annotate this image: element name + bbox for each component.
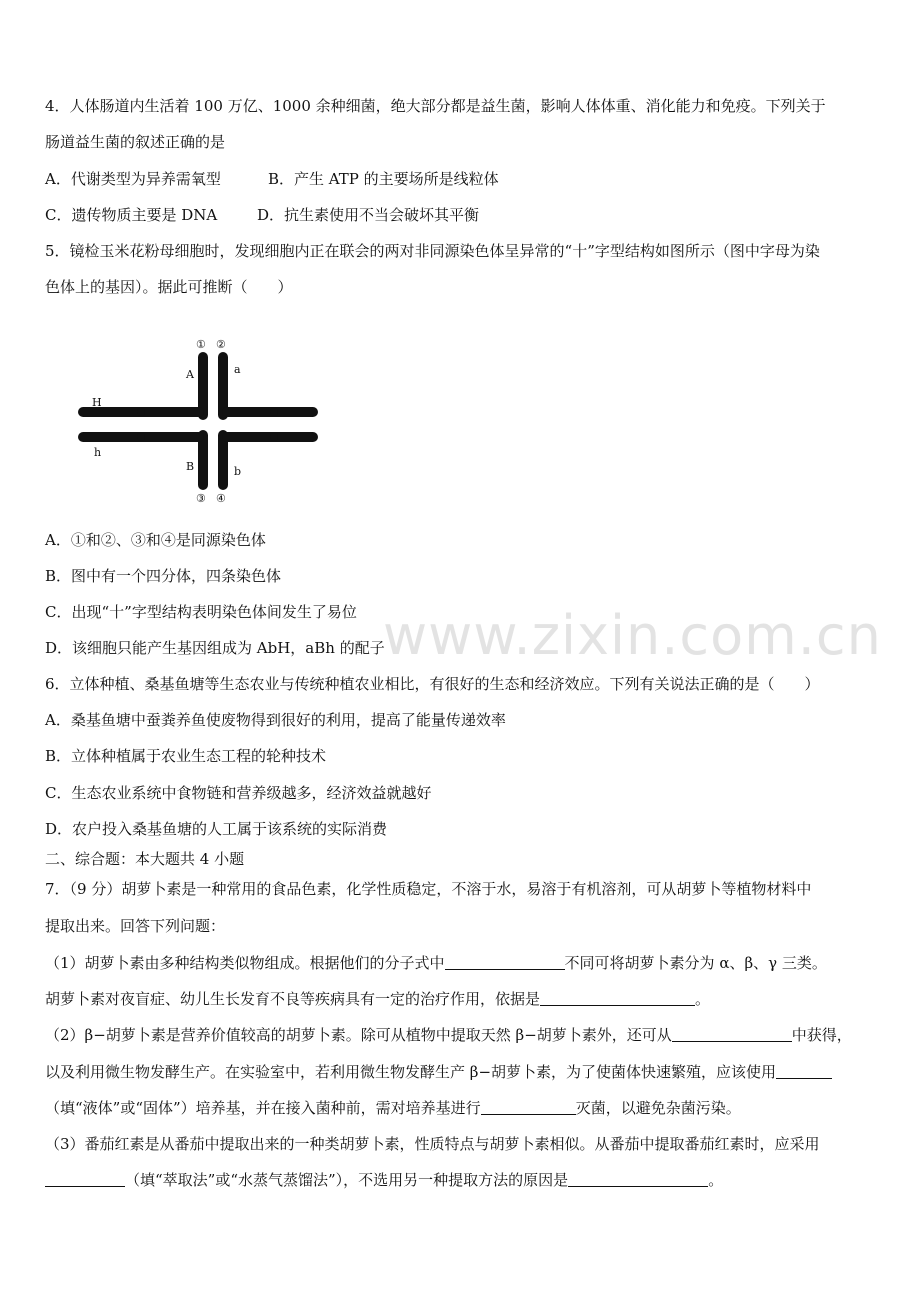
q4-option-d: D．抗生素使用不当会破坏其平衡 [257, 206, 480, 224]
chromosome-cross-figure [70, 330, 330, 505]
q7-part3-line1: （3）番茄红素是从番茄中提取出来的一种类胡萝卜素，性质特点与胡萝卜素相似。从番茄中提取番茄红素时，应采用 [45, 1135, 820, 1153]
answer-blank [672, 1027, 792, 1042]
q4-stem-line2: 肠道益生菌的叙述正确的是 [45, 133, 226, 151]
gene-label-a: a [234, 363, 241, 376]
q7-part2-text-e: 灭菌，以避免杂菌污染。 [575, 1099, 741, 1117]
q5-option-d: D．该细胞只能产生基因组成为 AbH，aBh 的配子 [45, 639, 385, 657]
q5-stem-line2: 色体上的基因）。据此可推断（ ） [45, 278, 293, 296]
q7-part1-line1 [45, 953, 827, 973]
answer-blank [445, 955, 565, 970]
q4-option-a: A．代谢类型为异养需氧型 [45, 170, 221, 188]
label-n2: ② [216, 338, 226, 351]
gene-label-H: H [92, 396, 102, 409]
q7-part2-text-c: 以及利用微生物发酵生产。在实验室中，若利用微生物发酵生产 β−胡萝卜素，为了使菌体快速繁殖，应该使用 [45, 1063, 777, 1081]
q6-stem: 6．立体种植、桑基鱼塘等生态农业与传统种植农业相比，有很好的生态和经济效应。下列有关说法正确的是（ ） [45, 675, 820, 693]
q7-part1-text-a: （1）胡萝卜素由多种结构类似物组成。根据他们的分子式中 [45, 954, 445, 972]
centromere-dot [137, 433, 145, 441]
q7-part2-line1 [45, 1025, 852, 1045]
centromere-dot [137, 408, 145, 416]
q7-part2-line3 [45, 1098, 741, 1118]
q7-part2-text-b: 中获得， [791, 1026, 852, 1044]
q7-part2-text-a: （2）β−胡萝卜素是营养价值较高的胡萝卜素。除可从植物中提取天然 β−胡萝卜素外，还可从 [45, 1026, 672, 1044]
q7-part1-text-b: 不同可将胡萝卜素分为 α、β、γ 三类。 [564, 954, 827, 972]
label-n3: ③ [196, 492, 206, 505]
q6-option-c: C．生态农业系统中食物链和营养级越多，经济效益就越好 [45, 784, 432, 802]
watermark: www.zixin.com.cn [383, 604, 882, 667]
q5-stem-line1: 5．镜检玉米花粉母细胞时，发现细胞内正在联会的两对非同源染色体呈异常的“十”字型结构如图所示（图中字母为染 [45, 242, 820, 260]
q4-option-c: C．遗传物质主要是 DNA [45, 206, 218, 224]
label-n1: ① [196, 338, 206, 351]
q7-part1-text-c: 胡萝卜素对夜盲症、幼儿生长发育不良等疾病具有一定的治疗作用，依据是 [45, 990, 541, 1008]
section-heading: 二、综合题：本大题共 4 小题 [45, 850, 245, 868]
q7-part2-text-d: （填“液体”或“固体”）培养基，并在接入菌种前，需对培养基进行 [45, 1099, 481, 1117]
q7-part3-line2 [45, 1170, 723, 1190]
q7-stem-line1: 7．（9 分）胡萝卜素是一种常用的食品色素，化学性质稳定，不溶于水，易溶于有机溶剂，可从胡萝卜等植物材料中 [45, 880, 812, 898]
answer-blank [568, 1172, 708, 1187]
gene-label-h: h [94, 446, 102, 459]
q4-option-b: B．产生 ATP 的主要场所是线粒体 [268, 170, 499, 188]
answer-blank [540, 991, 695, 1006]
gene-label-A: A [186, 368, 194, 381]
gene-label-B: B [186, 460, 195, 473]
q4-stem-line1: 4．人体肠道内生活着 100 万亿、1000 余种细菌，绝大部分都是益生菌，影响人体体重、消化能力和免疫。下列关于 [45, 97, 826, 115]
label-n4: ④ [216, 492, 226, 505]
q5-option-a: A．①和②、③和④是同源染色体 [45, 531, 266, 549]
q7-part2-line2 [45, 1062, 832, 1082]
q6-option-a: A．桑基鱼塘中蚕粪养鱼使废物得到很好的利用，提高了能量传递效率 [45, 711, 506, 729]
answer-blank [481, 1100, 576, 1115]
q5-option-b: B．图中有一个四分体，四条染色体 [45, 567, 282, 585]
q7-part3-text-c: 。 [708, 1171, 724, 1189]
q7-stem-line2: 提取出来。回答下列问题： [45, 917, 226, 935]
q7-part3-text-b: （填“萃取法”或“水蒸气蒸馏法”），不选用另一种提取方法的原因是 [125, 1171, 569, 1189]
answer-blank [45, 1172, 125, 1187]
gene-label-b: b [234, 465, 242, 478]
answer-blank [776, 1064, 832, 1079]
q6-option-d: D．农户投入桑基鱼塘的人工属于该系统的实际消费 [45, 820, 388, 838]
q7-part1-text-d: 。 [695, 990, 711, 1008]
centromere-dot [270, 433, 278, 441]
q5-option-c: C．出现“十”字型结构表明染色体间发生了易位 [45, 603, 357, 621]
q6-option-b: B．立体种植属于农业生态工程的轮种技术 [45, 747, 327, 765]
centromere-dot [270, 408, 278, 416]
q7-part1-line2 [45, 989, 710, 1009]
